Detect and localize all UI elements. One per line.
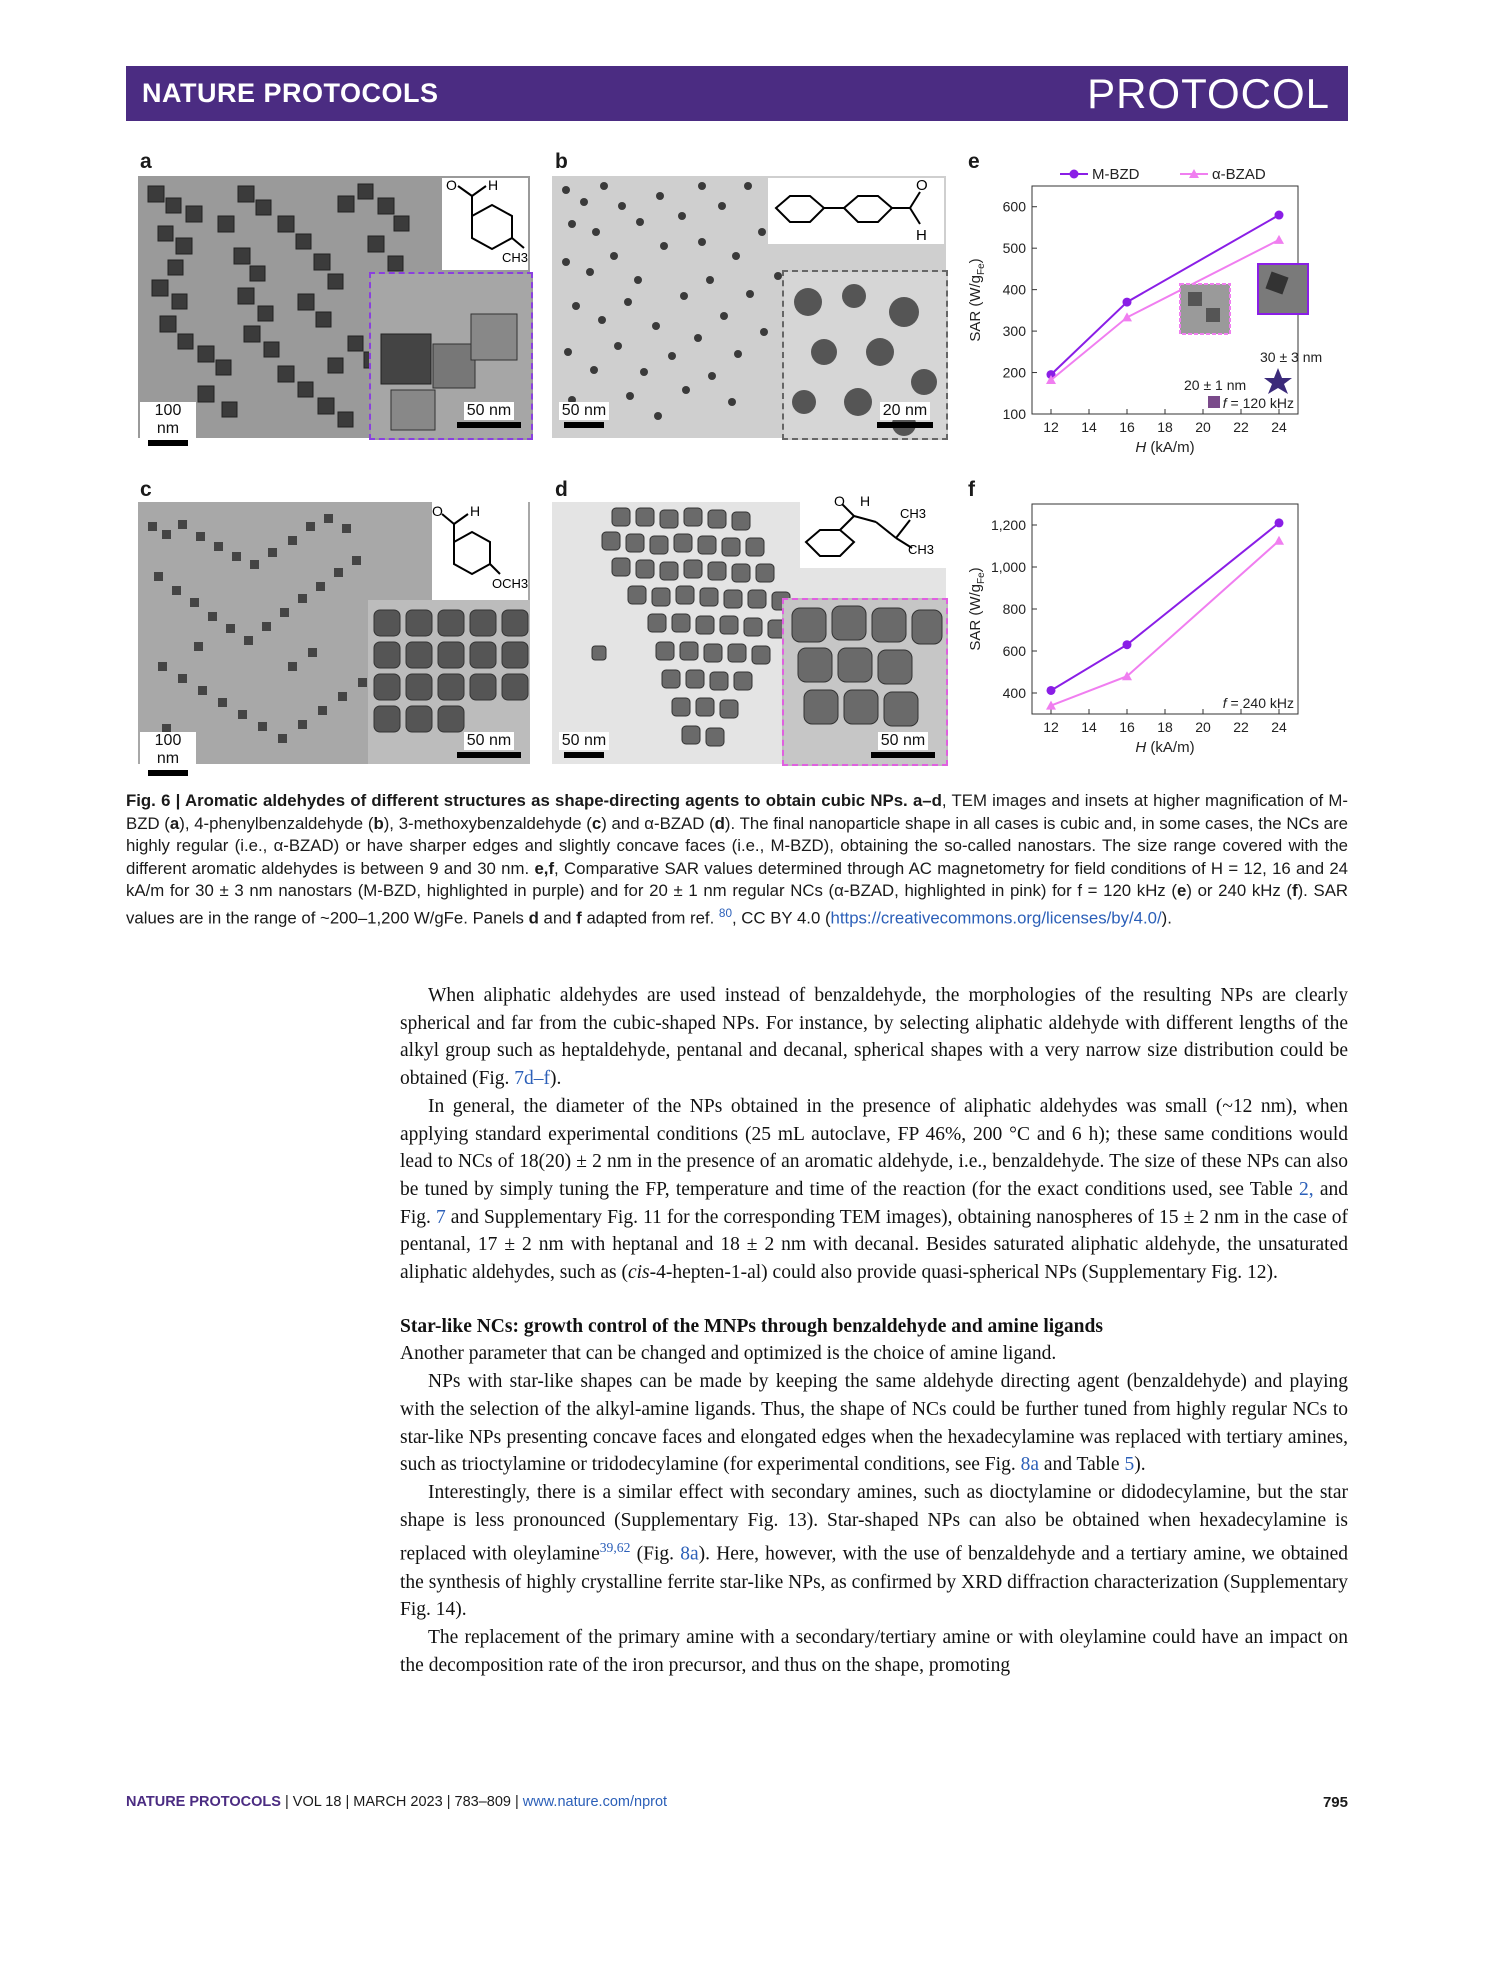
- chart-f-xtick-label: 24: [1271, 719, 1287, 735]
- paragraph-amine-intro: Another parameter that can be changed and optimized is the choice of amine ligand.: [400, 1343, 1057, 1365]
- chart-f-plot-frame: [1032, 504, 1298, 714]
- chart-e-xtick-label: 18: [1157, 419, 1173, 435]
- chart-e-point-abzad: [1122, 312, 1132, 321]
- page-footer: NATURE PROTOCOLS | VOL 18 | MARCH 2023 | 783–809 | www.nature.com/nprot 795: [126, 1794, 1348, 1811]
- chart-e-ytick-label: 600: [1002, 198, 1026, 215]
- chart-e-legend-marker-mbzd: [1070, 170, 1079, 179]
- chart-e-inset-alpha-bzad-particle: [1188, 292, 1202, 306]
- chart-f-xtick-label: 20: [1195, 719, 1211, 735]
- caption-text-2: ), 4-phenylbenzaldehyde (: [179, 813, 374, 833]
- paragraph-aliphatic: [400, 982, 1348, 1093]
- scalebar-d-inset-label: 50 nm: [878, 732, 928, 750]
- panel-letter-f: f: [968, 478, 975, 501]
- structure-3-methoxybenzaldehyde: [432, 502, 528, 600]
- chart-e-point-mbzd: [1275, 211, 1284, 220]
- caption-text-1: , TEM images and insets at higher magnification of M-BZD (: [126, 791, 1348, 833]
- caption-text-4: ) and α-BZAD (: [601, 813, 715, 833]
- section-title: Star-like NCs: growth control of the MNPs through benzaldehyde and amine ligands: [400, 1315, 1103, 1337]
- chart-f-ylabel: SAR $(W/g_{Fe})$: [967, 567, 987, 651]
- scalebar-a-main: [140, 402, 196, 446]
- m-bzd-methyl: CH3: [502, 250, 529, 265]
- alpha-bzad-hydrogen: H: [860, 493, 871, 509]
- chart-e-star-icon: [1264, 368, 1292, 394]
- caption-ref-e: e: [1176, 881, 1187, 901]
- caption-ref-d-2: d: [528, 908, 539, 928]
- p1-end: ).: [550, 1068, 562, 1090]
- alpha-bzad-methyl-1: CH3: [900, 506, 927, 521]
- figure-caption: [126, 790, 1348, 930]
- scalebar-c-main-label: 100 nm: [140, 732, 196, 768]
- chart-f-xlabel: H (kA/m): [1135, 739, 1195, 756]
- chart-e-xtick-label: 20: [1195, 419, 1211, 435]
- chart-e-legend-label-1: α-BZAD: [1212, 166, 1266, 183]
- scalebar-a-inset-label: 50 nm: [464, 402, 514, 420]
- scalebar-b-inset-label: 20 nm: [880, 402, 930, 420]
- chart-e-legend-label-0: M-BZD: [1092, 166, 1140, 183]
- structure-alpha-bzad: [800, 494, 946, 568]
- chart-e-frequency-label: f = 120 kHz: [1222, 395, 1294, 411]
- chart-e-series-line-1: [1051, 240, 1279, 380]
- scalebar-a-main-bar: [148, 440, 188, 446]
- chart-e-inset-alpha-bzad: [1180, 284, 1230, 334]
- caption-text-12: ).: [1161, 908, 1172, 928]
- chart-f-xtick-label: 16: [1119, 719, 1135, 735]
- methoxybenzaldehyde-oxygen: O: [432, 503, 443, 519]
- chart-f-series-line-0: [1051, 523, 1279, 691]
- p1-text: When aliphatic aldehydes are used instead of benzaldehyde, the morphologies of the resulting NPs are clearly spherical and far from the cubic-shaped NPs. For instance, by selecting aliphatic aldehyde with different lengths of the alkyl group such as heptaldehyde, pentanal and decanal, spherical shapes with a very narrow size distribution could be obtained (Fig.: [400, 985, 1348, 1090]
- caption-text-6: , Comparative SAR values determined through AC magnetometry for field conditions of H = 12, 16 and 24 kA/m for 30 ± 3 nm nanostars (M-BZD, highlighted in purple) and for 20 ± 1 nm regular NCs (α-BZAD, highlighted in pink) for f = 120 kHz (: [126, 858, 1348, 901]
- chart-e-ytick-label: 300: [1002, 323, 1026, 340]
- chart-e-ytick-label: 200: [1002, 364, 1026, 381]
- chart-e-inset-alpha-bzad-particle: [1206, 308, 1220, 322]
- chart-f-ytick-label: 400: [1002, 685, 1026, 701]
- structure-4-phenylbenzaldehyde: [768, 178, 944, 244]
- footer-journal: NATURE PROTOCOLS: [126, 1794, 281, 1810]
- scalebar-c-main: [140, 732, 196, 776]
- caption-citation[interactable]: 80: [718, 906, 732, 920]
- chart-e-cube-icon: [1208, 396, 1220, 408]
- journal-name: NATURE PROTOCOLS: [142, 78, 439, 108]
- caption-text-8: ). SAR values are in the range of ~200–1,200 W/gFe. Panels: [126, 881, 1349, 928]
- chart-e-xlabel: H (kA/m): [1135, 439, 1195, 456]
- chart-f-point-abzad: [1274, 536, 1284, 545]
- methoxybenzaldehyde-hydrogen: H: [470, 503, 481, 519]
- caption-ref-f-2: f: [576, 908, 582, 928]
- m-bzd-oxygen: O: [446, 177, 457, 193]
- scalebar-b-main: [556, 402, 612, 428]
- p4-fig-ref[interactable]: 8a: [1020, 1454, 1039, 1476]
- paragraph-secondary-amines: [400, 1479, 1348, 1624]
- methoxybenzaldehyde-structure-drawing: [432, 502, 528, 600]
- caption-ref-f: f: [1291, 881, 1298, 901]
- chart-f-point-mbzd: [1123, 640, 1132, 649]
- chart-e-ytick-label: 500: [1002, 240, 1026, 257]
- chart-f-ytick-label: 1,200: [990, 517, 1026, 533]
- chart-e-xtick-label: 24: [1271, 419, 1287, 435]
- paragraph-star-like: [400, 1368, 1348, 1479]
- scalebar-c-inset-label: 50 nm: [464, 732, 514, 750]
- p2-text-d: -4-hepten-1-al) could also provide quasi-spherical NPs (Supplementary Fig. 12).: [649, 1262, 1278, 1284]
- footer-issue: VOL 18 | MARCH 2023 | 783–809 |: [292, 1794, 519, 1810]
- scalebar-a-inset: [452, 402, 526, 428]
- caption-text-11: , CC BY 4.0 (: [731, 908, 831, 928]
- p5-text-b: (Fig.: [636, 1543, 675, 1565]
- p4-text-c: ).: [1134, 1454, 1146, 1476]
- scalebar-d-main: [556, 732, 612, 758]
- phenylbenzaldehyde-oxygen: O: [916, 177, 928, 194]
- scalebar-d-inset: [866, 732, 940, 758]
- scalebar-b-inset: [870, 402, 940, 428]
- chart-f-xtick-label: 12: [1043, 719, 1059, 735]
- p4-text-b: and Table: [1043, 1454, 1120, 1476]
- scalebar-d-inset-bar: [871, 752, 935, 758]
- p2-text-a: In general, the diameter of the NPs obtained in the presence of aliphatic aldehydes was small (~12 nm), when applying standard experimental conditions (25 mL autoclave, FP 46%, 200 °C and 6 h); these same conditions would lead to NCs of 18(20) ± 2 nm in the presence of an aromatic aldehyde, i.e., benzaldehyde. The size of these NPs can also be tuned by simply tuning the FP, temperature and time of the reaction (for the exact conditions used, see Table: [400, 1095, 1348, 1200]
- p2-table-ref[interactable]: 2,: [1299, 1178, 1314, 1200]
- chart-e-point-abzad: [1274, 235, 1284, 244]
- caption-ref-d: d: [714, 813, 725, 833]
- panel-letter-c: c: [140, 478, 152, 501]
- caption-ref-c: c: [591, 813, 602, 833]
- chart-e-ylabel: SAR $(W/g_{Fe})$: [967, 258, 987, 342]
- caption-text-10: adapted from ref.: [586, 908, 715, 928]
- p2-italic: cis: [627, 1262, 650, 1284]
- chart-f-xtick-label: 14: [1081, 719, 1097, 735]
- chart-e-ytick-label: 100: [1002, 406, 1026, 422]
- caption-ad: a–d: [912, 791, 942, 810]
- chart-f-point-mbzd: [1275, 518, 1284, 527]
- caption-ref-b: b: [373, 813, 384, 833]
- scalebar-d-main-label: 50 nm: [559, 732, 609, 750]
- caption-license-link[interactable]: https://creativecommons.org/licenses/by/4.0/: [830, 908, 1162, 928]
- scalebar-c-main-bar: [148, 770, 188, 776]
- chart-f-series-line-1: [1051, 541, 1279, 706]
- caption-ref-a: a: [169, 813, 180, 833]
- paragraph-diameter: [400, 1093, 1348, 1287]
- chart-f-ytick-label: 600: [1002, 643, 1026, 659]
- p5-citation[interactable]: 39,62: [599, 1540, 631, 1556]
- article-type: PROTOCOL: [1087, 70, 1330, 117]
- section-spacer: [400, 1287, 1348, 1313]
- chart-f-xtick-label: 22: [1233, 719, 1249, 735]
- chart-e-xtick-label: 14: [1081, 419, 1097, 435]
- alpha-bzad-structure-drawing: [800, 494, 946, 568]
- chart-e-point-mbzd: [1123, 298, 1132, 307]
- p2-text-b: and Fig.: [400, 1178, 1349, 1228]
- journal-header: [126, 66, 1348, 121]
- scalebar-b-inset-bar: [877, 422, 933, 428]
- panel-letter-a: a: [140, 150, 152, 173]
- page-number: 795: [1322, 1794, 1348, 1811]
- p5-text-c: ). Here, however, with the use of benzaldehyde and a tertiary amine, we obtained the synthesis of highly crystalline ferrite star-like NPs, as confirmed by XRD diffraction characterization (Supplementary Fig. 14).: [400, 1543, 1349, 1621]
- caption-text-5: ). The final nanoparticle shape in all cases is cubic and, in some cases, the NCs are highly regular (i.e., α-BZAD) or have sharper edges and slightly concave faces (i.e., M-BZD), obtaining the so-called nanostars. The size range covered with the different aromatic aldehydes is between 9 and 30 nm.: [126, 813, 1348, 878]
- scalebar-c-inset-bar: [457, 752, 521, 758]
- scalebar-c-inset: [452, 732, 526, 758]
- phenylbenzaldehyde-structure-drawing: [768, 178, 944, 244]
- chart-e-xtick-label: 16: [1119, 419, 1135, 435]
- chart-f-point-mbzd: [1047, 686, 1056, 695]
- sar-chart-e: [967, 160, 1350, 470]
- panel-letter-e: e: [968, 150, 980, 173]
- chart-f-xtick-label: 18: [1157, 719, 1173, 735]
- p2-fig-ref[interactable]: 7: [435, 1206, 446, 1228]
- chart-f-ytick-label: 800: [1002, 601, 1026, 617]
- scalebar-b-main-bar: [564, 422, 604, 428]
- chart-e-star-size-label: 30 ± 3 nm: [1260, 349, 1323, 365]
- scalebar-a-inset-bar: [457, 422, 521, 428]
- caption-text-7: ) or 240 kHz (: [1186, 881, 1292, 901]
- p5-fig-ref[interactable]: 8a: [680, 1543, 699, 1565]
- alpha-bzad-methyl-2: CH3: [908, 542, 935, 557]
- panel-letter-d: d: [555, 478, 568, 501]
- caption-title: Fig. 6 | Aromatic aldehydes of different structures as shape-directing agents to obtain cubic NPs.: [126, 791, 908, 810]
- chart-e-xtick-label: 12: [1043, 419, 1059, 435]
- body-text: [400, 982, 1348, 1679]
- phenylbenzaldehyde-hydrogen: H: [916, 227, 927, 244]
- chart-f-ytick-label: 1,000: [990, 559, 1026, 575]
- p2-text-c: and Supplementary Fig. 11 for the corresponding TEM images), obtaining nanospheres of 15 ± 2 nm in the case of pentanal, 17 ± 2 nm with heptanal and 18 ± 2 nm with decanal. Besides saturated aliphatic aldehyde, the unsaturated aliphatic aldehydes, such as (: [400, 1206, 1349, 1284]
- chart-f-frequency-label: f = 240 kHz: [1222, 695, 1294, 711]
- paragraph-replacement: The replacement of the primary amine with a secondary/tertiary amine or with oleylamine could have an impact on the decomposition rate of the iron precursor, and thus on the shape, promoting: [400, 1626, 1348, 1676]
- p4-text-a: NPs with star-like shapes can be made by keeping the same aldehyde directing agent (benzaldehyde) and playing with the selection of the alkyl-amine ligands. Thus, the shape of NCs could be further tuned from highly regular NCs to star-like NPs presenting concave faces and elongated edges when the hexadecylamine was replaced with tertiary amines, such as trioctylamine or tridodecylamine (for experimental conditions, see Fig.: [400, 1371, 1348, 1476]
- chart-e-cube-size-label: 20 ± 1 nm: [1184, 377, 1247, 393]
- chart-e-xtick-label: 22: [1233, 419, 1249, 435]
- caption-ef: e,f: [534, 858, 555, 878]
- chart-e-ytick-label: 400: [1002, 281, 1026, 298]
- scalebar-a-main-label: 100 nm: [140, 402, 196, 438]
- p4-table-ref[interactable]: 5: [1124, 1454, 1135, 1476]
- scalebar-d-main-bar: [564, 752, 604, 758]
- scalebar-b-main-label: 50 nm: [559, 402, 609, 420]
- m-bzd-structure-drawing: [442, 178, 528, 270]
- p1-fig-ref[interactable]: 7d–f: [514, 1068, 551, 1090]
- footer-url[interactable]: www.nature.com/nprot: [522, 1794, 668, 1810]
- caption-text-9: and: [543, 908, 572, 928]
- sar-chart-f: [967, 486, 1350, 776]
- m-bzd-hydrogen: H: [488, 177, 499, 193]
- p5-text-a: Interestingly, there is a similar effect with secondary amines, such as dioctylamine or didodecylamine, but the star shape is less pronounced (Supplementary Fig. 13). Star-shaped NPs can also be obtained when hexadecylamine is replaced with oleylamine: [400, 1481, 1348, 1565]
- alpha-bzad-oxygen: O: [834, 493, 845, 509]
- methoxy-group: OCH3: [492, 576, 529, 591]
- caption-text-3: ), 3-methoxybenzaldehyde (: [383, 813, 592, 833]
- panel-letter-b: b: [555, 150, 568, 173]
- structure-m-bzd: [442, 178, 528, 270]
